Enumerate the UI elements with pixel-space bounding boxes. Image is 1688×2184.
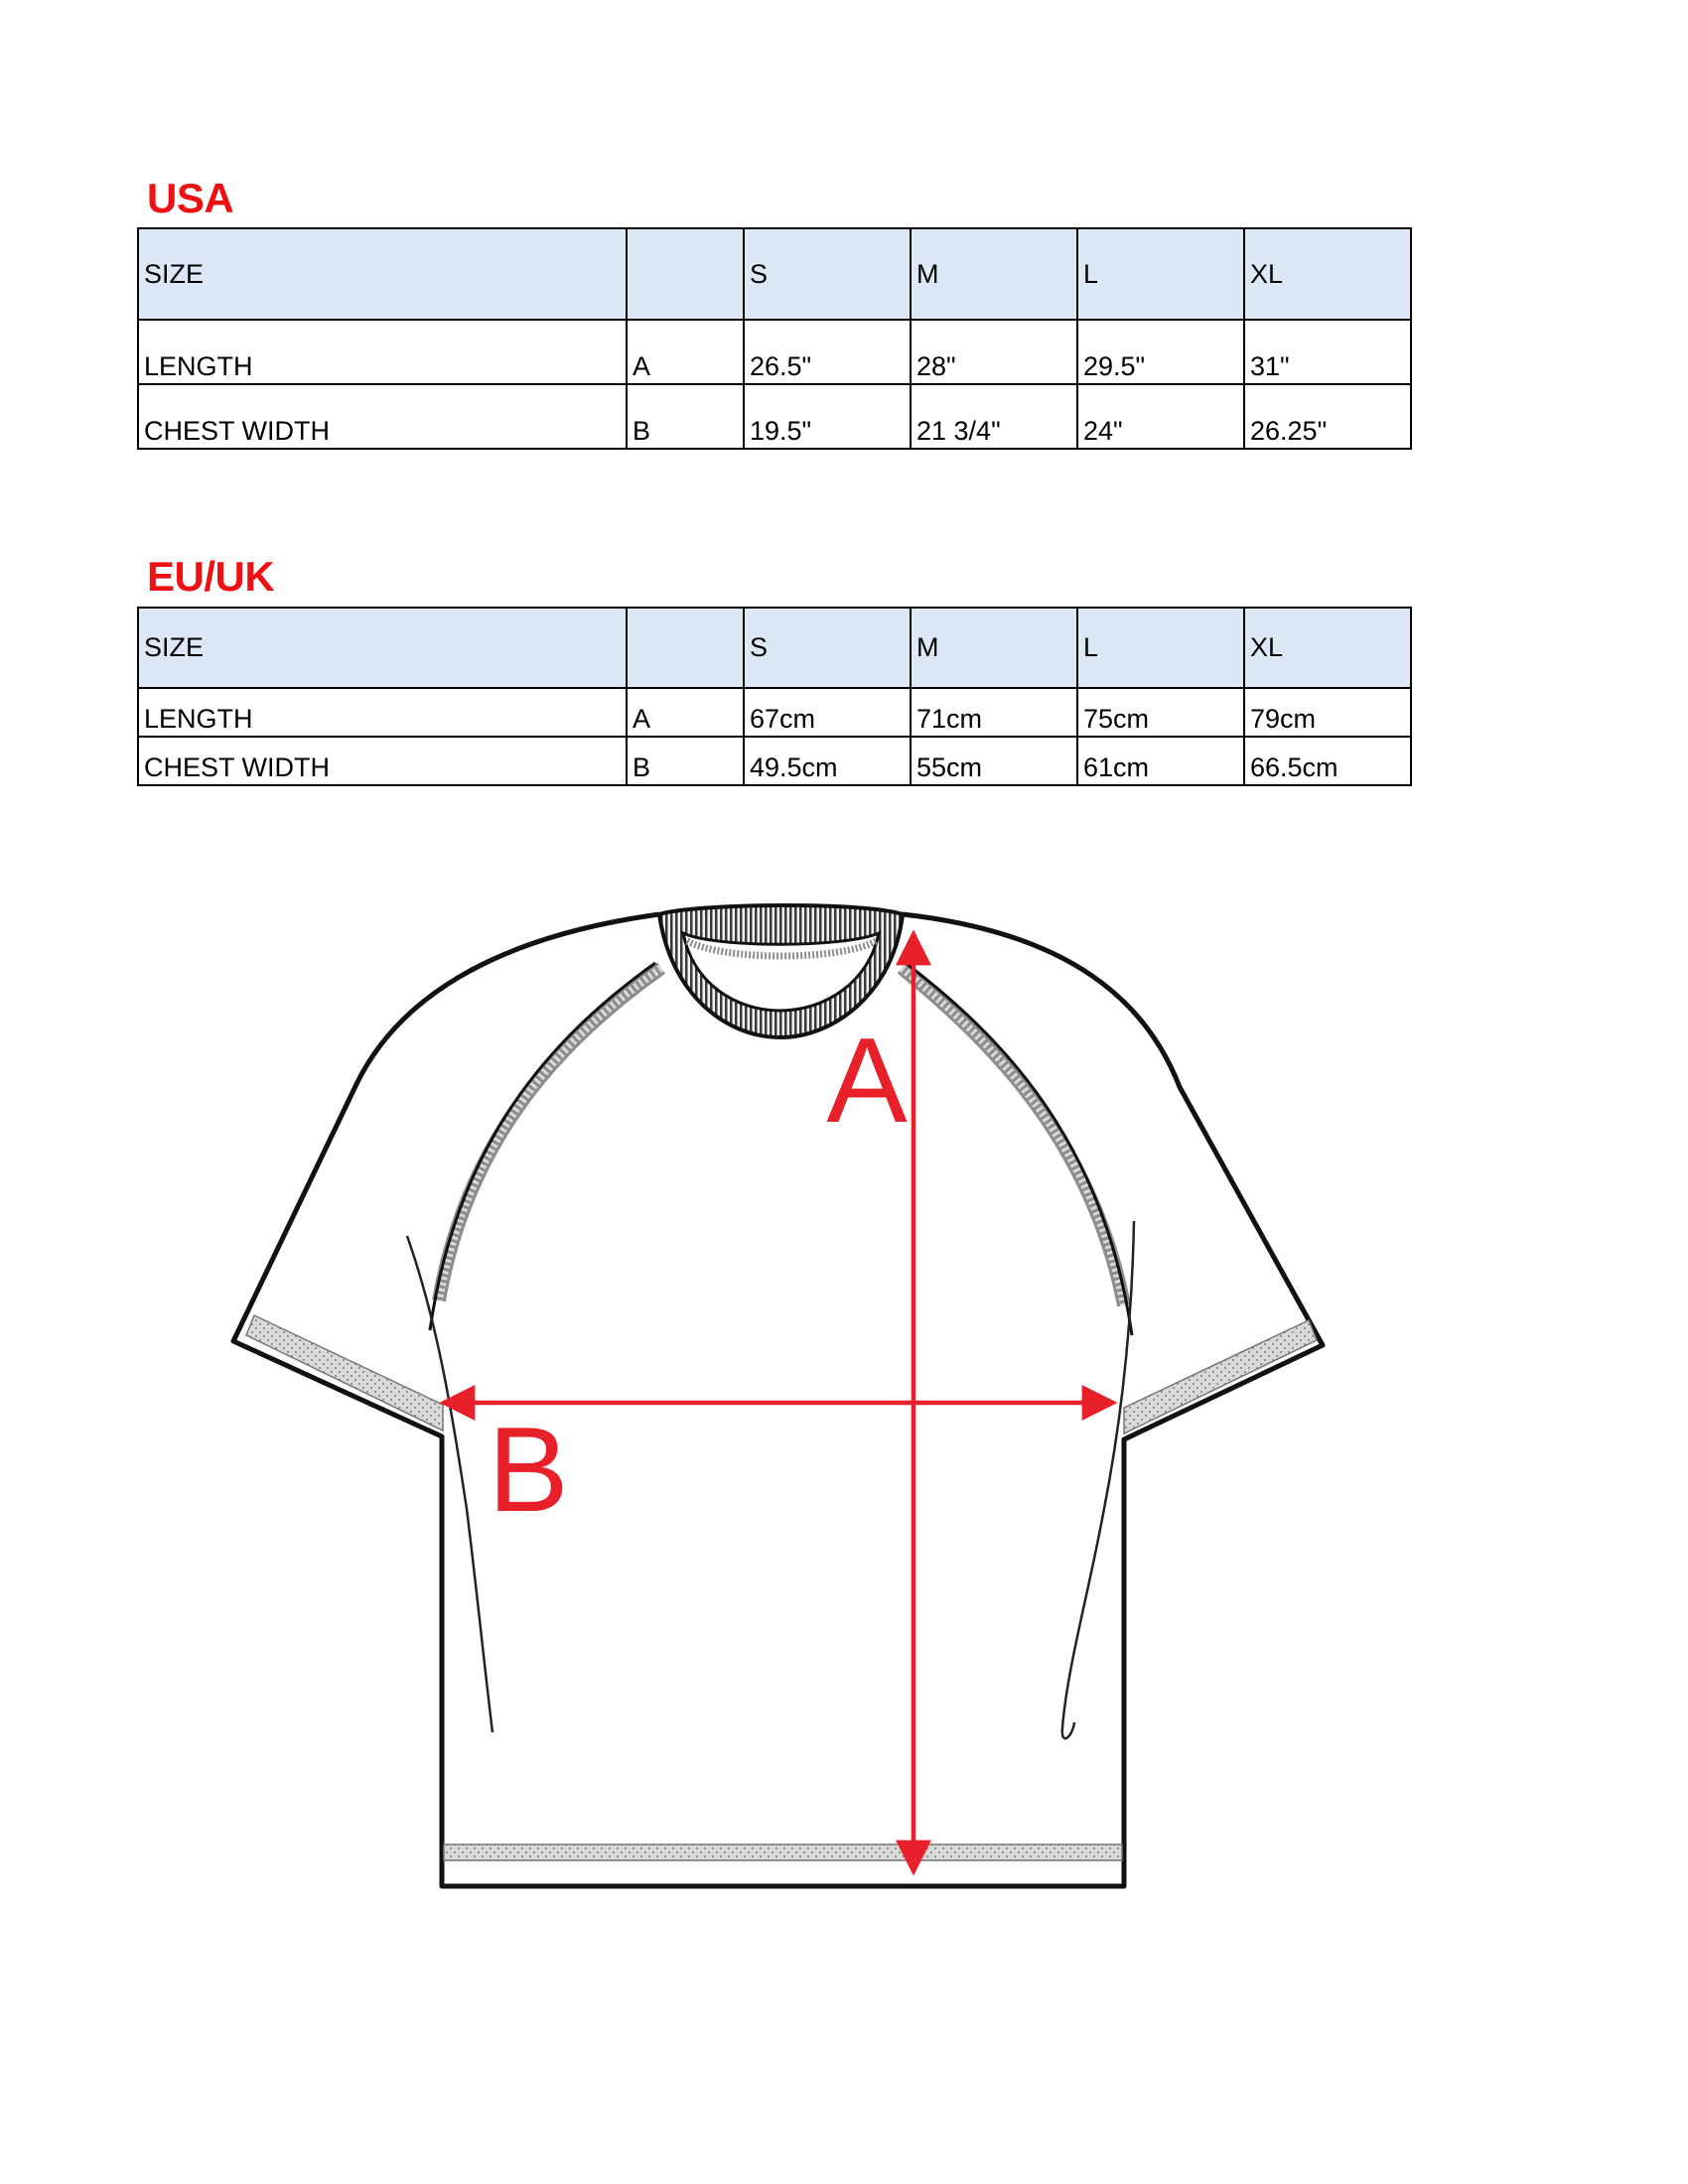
value-cell-s: 67cm — [744, 688, 911, 737]
header-cell-l: L — [1077, 608, 1244, 688]
value-cell-m: 55cm — [911, 737, 1077, 785]
value-cell-l: 29.5" — [1077, 320, 1244, 384]
tshirt-outline — [233, 905, 1323, 1886]
row-code: A — [627, 688, 744, 737]
row-code: A — [627, 320, 744, 384]
length-label: A — [826, 1013, 908, 1148]
header-cell-size: SIZE — [138, 608, 627, 688]
row-label: CHEST WIDTH — [138, 737, 627, 785]
value-cell-l: 75cm — [1077, 688, 1244, 737]
header-cell-size: SIZE — [138, 228, 627, 320]
header-cell-s: S — [744, 608, 911, 688]
row-label: LENGTH — [138, 688, 627, 737]
value-cell-l: 61cm — [1077, 737, 1244, 785]
header-cell-xl: XL — [1244, 228, 1411, 320]
row-code: B — [627, 737, 744, 785]
usa-section-title: USA — [147, 175, 234, 221]
value-cell-s: 49.5cm — [744, 737, 911, 785]
value-cell-s: 19.5" — [744, 384, 911, 449]
chest-width-label: B — [488, 1402, 569, 1537]
value-cell-l: 24" — [1077, 384, 1244, 449]
header-cell-l: L — [1077, 228, 1244, 320]
row-label: CHEST WIDTH — [138, 384, 627, 449]
value-cell-xl: 66.5cm — [1244, 737, 1411, 785]
value-cell-xl: 26.25" — [1244, 384, 1411, 449]
header-cell-xl: XL — [1244, 608, 1411, 688]
value-cell-xl: 79cm — [1244, 688, 1411, 737]
value-cell-m: 71cm — [911, 688, 1077, 737]
value-cell-s: 26.5" — [744, 320, 911, 384]
header-cell-s: S — [744, 228, 911, 320]
row-label: LENGTH — [138, 320, 627, 384]
row-code: B — [627, 384, 744, 449]
euuk-section-title: EU/UK — [147, 553, 275, 600]
value-cell-xl: 31" — [1244, 320, 1411, 384]
value-cell-m: 21 3/4" — [911, 384, 1077, 449]
value-cell-m: 28" — [911, 320, 1077, 384]
header-cell-m: M — [911, 608, 1077, 688]
header-cell-m: M — [911, 228, 1077, 320]
